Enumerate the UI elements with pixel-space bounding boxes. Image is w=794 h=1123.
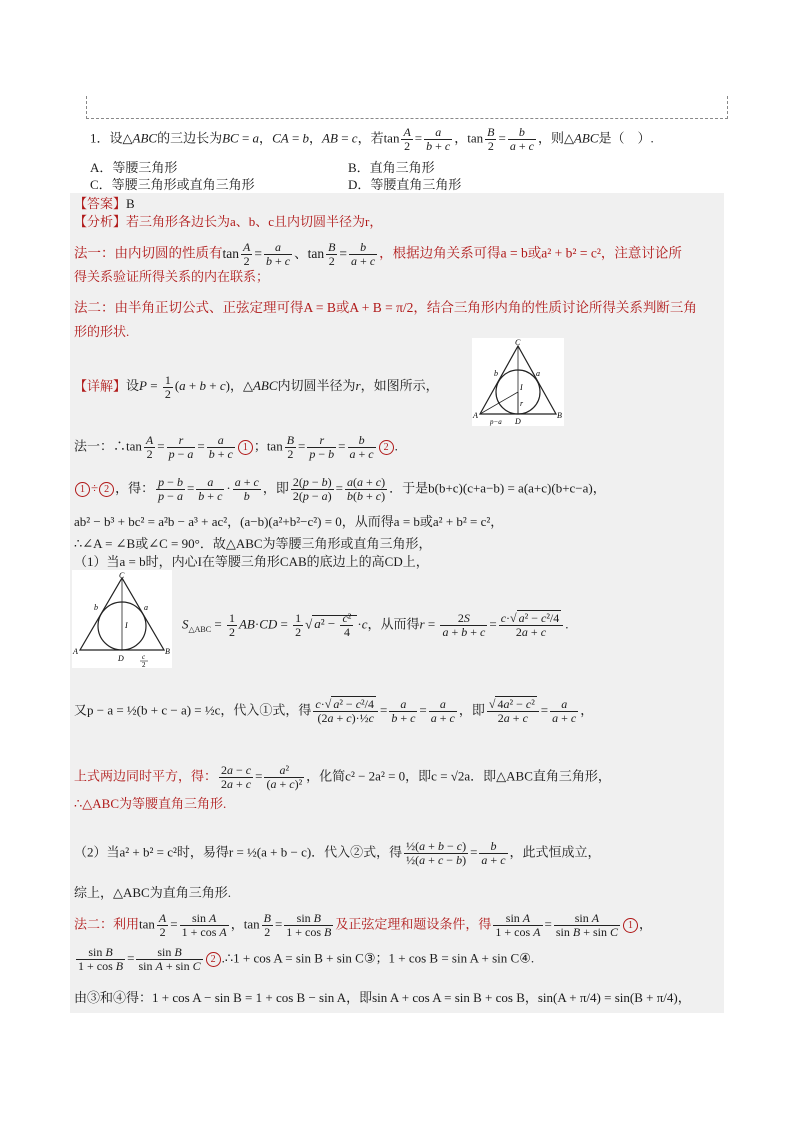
svg-text:c: c [142, 653, 146, 661]
svg-text:p−a: p−a [490, 418, 502, 426]
svg-text:2: 2 [142, 661, 146, 668]
option-b: B．直角三角形 [348, 160, 435, 175]
svg-text:B: B [557, 411, 562, 420]
svg-text:b: b [494, 369, 498, 378]
method2-line: 法二：利用tan $\frac{A}{2}$ = $\frac{\text{sin A}}{\text{1 + cos A}}$ ，tan $\frac{B}{2}$ = $\frac{\text{sin B}}{\text{1 + cos B}}$ 及正弦定理和题设条件，得 $\frac{\text{sin A}}{\text{1 + cos A}}$ = $\frac{\text{sin A}}{\text{sin B + sin C}}$ 1 ， [74, 911, 653, 939]
svg-text:a: a [144, 603, 148, 612]
svg-text:C: C [515, 338, 521, 347]
svg-text:D: D [515, 417, 521, 426]
svg-text:D: D [118, 654, 124, 663]
analysis-method1: 法一：由内切圆的性质有tan $\frac{A}{2}$ = $\frac{a}{b + c}$ 、tan $\frac{B}{2}$ = $\frac{b}{a + c}$ ，根据边角关系可得a = b或a² + b² = c²，注意讨论所 [74, 240, 682, 268]
analysis-method2: 法二：由半角正切公式、正弦定理可得A = B或A + B = π/2，结合三角形内角的性质讨论所得关系判断三角 [74, 300, 697, 315]
analysis-method1-cont: 得关系验证所得关系的内在联系； [74, 269, 270, 284]
substitute-line: 又p − a = ½(b + c − a) = ½c，代入①式，得 $\frac{\text{c·√ a² − c²/4}}{\text{(2a + c)·½c}}$ = $\frac{a}{b + c}$ = $\frac{a}{a + c}$ ，即 $\frac{\text{√ 4a² − c²}}{2a + c}$ = $\frac{a}{a + c}$ ， [74, 697, 594, 725]
incircle-figure-2 [72, 570, 172, 668]
detail-intro: 【详解】设P = $\frac{1}{2}$ (a + b + c)，△ABC内切圆半径为r，如图所示， [74, 373, 439, 401]
option-d: D．等腰直角三角形 [348, 177, 462, 192]
svg-text:A: A [73, 647, 78, 656]
method2-line-2: $\frac{\text{sin B}}{\text{1 + cos B}}$ = $\frac{\text{sin B}}{\text{sin A + sin C}}$ 2 .∴1 + cos A = sin B + sin C③；1 + cos B = sin A + sin C④. [78, 945, 535, 973]
method2-line-3: 由③和④得：1 + cos A − sin B = 1 + cos B − sin A，即sin A + cos A = sin B + cos B，sin(A + π/4) = sin(B + π/4)， [74, 990, 691, 1005]
svg-text:I: I [520, 383, 523, 392]
case1-line: （1）当a = b时，内心I在等腰三角形CAB的底边上的高CD上， [74, 554, 429, 569]
svg-text:I: I [125, 621, 128, 630]
answer-line: 【答案】B [74, 196, 135, 211]
svg-text:b: b [94, 603, 98, 612]
case2-line: （2）当a² + b² = c²时，易得r = ½(a + b − c)．代入②式，得 $\frac{\text{½(a + b − c)}}{\text{½(a + c − b)}}$ = $\frac{b}{a + c}$ ，此式恒成立， [74, 839, 601, 867]
option-a: A．等腰三角形 [90, 160, 178, 175]
svg-text:a: a [536, 369, 540, 378]
svg-text:r: r [520, 399, 524, 408]
conclude-line-1: ∴∠A = ∠B或∠C = 90°．故△ABC为等腰三角形或直角三角形， [74, 536, 432, 551]
option-c: C．等腰三角形或直角三角形 [90, 177, 255, 192]
square-line: 上式两边同时平方，得： $\frac{2a - c}{2a + c}$ = $\frac{\text{a²}}{\text{(a + c)²}}$ ，化简c² − 2a² = 0，即c = √2a．即△ABC直角三角形， [74, 763, 611, 791]
incircle-figure-1 [472, 338, 564, 426]
question-stem: 1．设△ABC的三边长为BC = a，CA = b，AB = c，若tan $\frac{A}{2}$ = $\frac{a}{b + c}$ ，tan $\frac{B}{2}$ = $\frac{b}{a + c}$ ，则△ABC是（ ）. [90, 125, 654, 153]
analysis-line: 【分析】若三角形各边长为a、b、c且内切圆半径为r， [74, 214, 383, 229]
header-dashed-box [86, 96, 728, 119]
summary-line: 综上，△ABC为直角三角形. [74, 885, 231, 900]
svg-text:C: C [119, 571, 125, 580]
svg-text:A: A [473, 411, 478, 420]
analysis-method2-cont: 形的形状. [74, 324, 130, 339]
area-formula: $S_{\triangle ABC}$ = $\frac{1}{2}$ AB·CD = $\frac{1}{2}$ √ a² − $\frac{\text{c²}}{4}$ ·c，从而得r = $\frac{2S}{a + b + c}$ = $\frac{\text{c·√ a² − c²/4}}{2a + c}$ . [182, 611, 569, 639]
method1-equations: 法一：∴tan $\frac{A}{2}$ = $\frac{r}{p - a}$ = $\frac{a}{b + c}$ 1 ；tan $\frac{B}{2}$ = $\frac{r}{p - b}$ = $\frac{b}{a + c}$ 2 . [74, 433, 398, 461]
divide-equations: 1 ÷ 2 ，得： $\frac{p - b}{p - a}$ = $\frac{a}{b + c}$ · $\frac{a + c}{b}$ ，即 $\frac{2(p - b)}{2(p - a)}$ = $\frac{a(a + c)}{b(b + c)}$ ．于是b(b+c)(c+a−b) = a(a+c)(b+c−a)， [74, 476, 606, 503]
conclude-line-2: ∴△ABC为等腰直角三角形. [74, 796, 227, 811]
svg-text:B: B [165, 647, 170, 656]
expand-line: ab² − b³ + bc² = a²b − a³ + ac²，(a−b)(a²+b²−c²) = 0，从而得a = b或a² + b² = c²， [74, 514, 504, 529]
